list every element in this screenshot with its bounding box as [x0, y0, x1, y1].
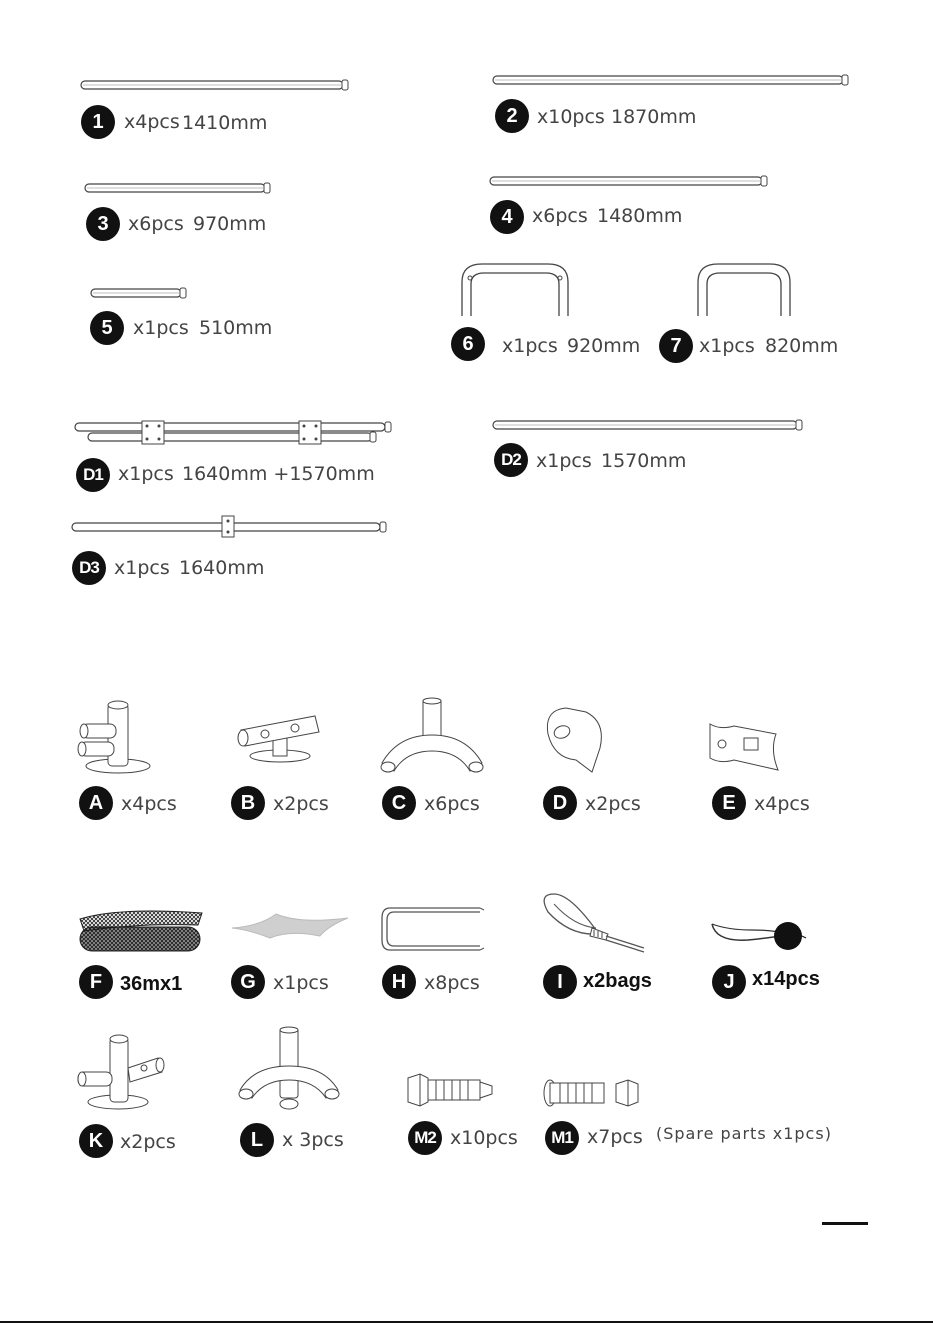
clamp-bracket-icon [540, 704, 610, 776]
part-quantity: x 3pcs [282, 1129, 344, 1151]
part-badge: L [240, 1123, 274, 1157]
part-quantity: 36mx1 [120, 973, 183, 995]
tube-4-drawing [489, 174, 771, 190]
part-length: 1480mm [597, 205, 683, 227]
three-way-arch-connector-icon [236, 1026, 344, 1112]
part-badge: M1 [545, 1121, 579, 1155]
part-quantity: x1pcs [536, 450, 592, 472]
tube-3-drawing [84, 181, 274, 197]
part-quantity: x2pcs [273, 793, 329, 815]
part-length: 1640mm [179, 557, 265, 579]
part-quantity: x7pcs [587, 1126, 643, 1148]
part-badge: B [231, 786, 265, 820]
part-quantity: x4pcs [754, 793, 810, 815]
part-quantity: x1pcs [273, 972, 329, 994]
page-bottom-rule [0, 1321, 933, 1323]
part-length: 1410mm [182, 112, 268, 134]
hinge-bracket-icon [708, 720, 783, 775]
part-badge: D2 [494, 443, 528, 477]
part-badge: K [79, 1124, 113, 1158]
part-badge: M2 [408, 1121, 442, 1155]
spare-parts-note: (Spare parts x1pcs) [656, 1124, 832, 1143]
part-badge: E [712, 786, 746, 820]
part-badge: D [543, 786, 577, 820]
part-length: 1870mm [611, 106, 697, 128]
part-badge: 3 [86, 207, 120, 241]
ball-bungee-icon [708, 914, 808, 954]
bolt-icon [406, 1072, 496, 1108]
part-quantity: x8pcs [424, 972, 480, 994]
part-quantity: x4pcs [124, 111, 180, 133]
part-quantity: x10pcs [537, 106, 605, 128]
part-quantity: x14pcs [752, 968, 820, 990]
part-badge: G [231, 965, 265, 999]
tube-d1-drawing [74, 421, 392, 445]
arch-tube-7-drawing [694, 262, 794, 318]
part-badge: 6 [451, 327, 485, 361]
part-badge: J [712, 965, 746, 999]
page-number-mark [822, 1222, 868, 1225]
tube-d2-drawing [492, 418, 806, 434]
cable-tie-icon [540, 890, 646, 956]
part-badge: D1 [76, 458, 110, 492]
u-stake-icon [380, 904, 486, 954]
part-badge: 5 [90, 311, 124, 345]
part-quantity: x4pcs [121, 793, 177, 815]
part-quantity: x2pcs [585, 793, 641, 815]
part-length: 510mm [199, 317, 273, 339]
cover-sheet-icon [230, 910, 350, 940]
tube-5-drawing [90, 286, 190, 302]
four-way-base-connector-icon [74, 1034, 164, 1112]
part-quantity: x6pcs [424, 793, 480, 815]
part-badge: 1 [81, 105, 115, 139]
part-badge: 4 [490, 200, 524, 234]
arch-tube-6-drawing [458, 262, 573, 318]
part-quantity: x10pcs [450, 1127, 518, 1149]
part-quantity: x2bags [583, 970, 652, 992]
part-badge: A [79, 786, 113, 820]
part-length: 1640mm +1570mm [182, 463, 375, 485]
part-quantity: x6pcs [532, 205, 588, 227]
part-badge: I [543, 965, 577, 999]
part-quantity: x6pcs [128, 213, 184, 235]
part-badge: D3 [72, 551, 106, 585]
part-badge: 2 [495, 99, 529, 133]
part-length: 820mm [765, 335, 839, 357]
tube-1-drawing [80, 78, 350, 94]
arch-connector-icon [378, 697, 488, 777]
part-quantity: x2pcs [120, 1131, 176, 1153]
part-badge: C [382, 786, 416, 820]
tube-2-drawing [492, 73, 852, 89]
netting-roll-icon [78, 905, 206, 953]
part-length: 970mm [193, 213, 267, 235]
part-quantity: x1pcs [133, 317, 189, 339]
part-badge: F [79, 965, 113, 999]
part-quantity: x1pcs [699, 335, 755, 357]
part-length: 1570mm [601, 450, 687, 472]
three-way-base-connector-icon [76, 700, 161, 775]
tee-base-connector-icon [235, 710, 325, 765]
part-quantity: x1pcs [502, 335, 558, 357]
tube-d3-drawing [71, 516, 387, 538]
bolt-nut-icon [542, 1076, 642, 1110]
part-quantity: x1pcs [114, 557, 170, 579]
part-badge: H [382, 965, 416, 999]
part-badge: 7 [659, 329, 693, 363]
part-quantity: x1pcs [118, 463, 174, 485]
part-length: 920mm [567, 335, 641, 357]
